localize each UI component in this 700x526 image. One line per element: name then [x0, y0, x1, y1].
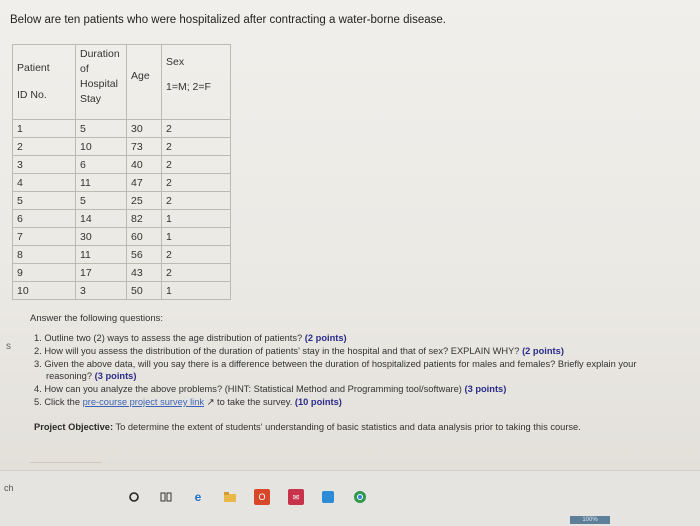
side-text: s: [6, 341, 11, 352]
question-1: 1. Outline two (2) ways to assess the age distribution of patients? (2 points): [34, 333, 347, 343]
cell-patient-id: 5: [13, 192, 76, 210]
cell-duration: 3: [76, 282, 127, 300]
app-icon[interactable]: [320, 489, 336, 505]
task-view-icon[interactable]: [158, 489, 174, 505]
answer-heading: Answer the following questions:: [30, 313, 164, 324]
cell-age: 25: [127, 192, 162, 210]
survey-link[interactable]: pre-course project survey link: [82, 396, 205, 407]
external-link-icon: ↗: [206, 396, 215, 407]
cell-age: 30: [127, 120, 162, 138]
cell-duration: 5: [76, 192, 127, 210]
cell-duration: 6: [76, 156, 127, 174]
header-patient-id: Patient ID No.: [13, 45, 76, 120]
cell-duration: 11: [76, 246, 127, 264]
cell-patient-id: 1: [13, 120, 76, 138]
chrome-icon[interactable]: [352, 489, 368, 505]
cell-age: 73: [127, 138, 162, 156]
cell-patient-id: 3: [13, 156, 76, 174]
cell-age: 43: [127, 264, 162, 282]
table-row: [13, 282, 231, 300]
cell-sex: 2: [162, 156, 231, 174]
cell-sex: 1: [162, 228, 231, 246]
table-row: [13, 246, 231, 264]
cell-sex: 2: [162, 246, 231, 264]
cell-sex: 2: [162, 264, 231, 282]
questions-list: [34, 332, 636, 409]
cell-sex: 2: [162, 120, 231, 138]
cell-sex: 1: [162, 210, 231, 228]
table-row: [13, 228, 231, 246]
table-row: [13, 174, 231, 192]
table-row: [13, 156, 231, 174]
cell-duration: 10: [76, 138, 127, 156]
header-duration: Duration of Hospital Stay: [76, 45, 127, 120]
cell-patient-id: 7: [13, 228, 76, 246]
cell-sex: 2: [162, 138, 231, 156]
question-5: 5. Click the pre-course project survey link ↗ to take the survey. (10 points): [34, 396, 342, 407]
question-4: 4. How can you analyze the above problems? (HINT: Statistical Method and Programming tool/software) (3 points): [34, 384, 507, 395]
cell-patient-id: 8: [13, 246, 76, 264]
office-icon[interactable]: O: [254, 489, 270, 505]
search-icon[interactable]: [126, 489, 142, 505]
cell-duration: 11: [76, 174, 127, 192]
question-2: 2. How will you assess the distribution of the duration of patients' stay in the hospital and that of sex? EXPLAIN WHY? (2 points): [34, 345, 564, 356]
cell-patient-id: 2: [13, 138, 76, 156]
cell-age: 82: [127, 210, 162, 228]
table-row: [13, 138, 231, 156]
zoom-indicator: 100%: [570, 516, 610, 524]
cell-age: 40: [127, 156, 162, 174]
file-explorer-icon[interactable]: [222, 489, 238, 505]
cell-patient-id: 10: [13, 282, 76, 300]
cell-sex: 2: [162, 192, 231, 210]
table-header-row: [13, 45, 231, 120]
cell-age: 56: [127, 246, 162, 264]
cell-patient-id: 9: [13, 264, 76, 282]
table-row: [13, 192, 231, 210]
cell-duration: 14: [76, 210, 127, 228]
cell-duration: 17: [76, 264, 127, 282]
cell-age: 47: [127, 174, 162, 192]
question-3-continued: reasoning? (3 points): [46, 371, 137, 382]
header-sex: Sex 1=M; 2=F: [162, 45, 231, 120]
cell-duration: 30: [76, 228, 127, 246]
table-row: [13, 210, 231, 228]
patients-table: [12, 44, 231, 300]
cell-duration: 5: [76, 120, 127, 138]
cell-patient-id: 6: [13, 210, 76, 228]
cell-sex: 1: [162, 282, 231, 300]
project-objective: Project Objective: To determine the extent of students' understanding of basic statistics and data analysis prior to taking this course.: [34, 422, 581, 432]
cell-age: 60: [127, 228, 162, 246]
mail-icon[interactable]: ✉: [288, 489, 304, 505]
table-row: [13, 120, 231, 138]
edge-icon[interactable]: e: [194, 490, 202, 504]
cell-sex: 2: [162, 174, 231, 192]
header-age: Age: [127, 45, 162, 120]
taskbar-left-text: ch: [4, 483, 14, 493]
cell-patient-id: 4: [13, 174, 76, 192]
table-row: [13, 264, 231, 282]
intro-text: Below are ten patients who were hospitalized after contracting a water-borne disease.: [10, 14, 446, 26]
question-3: 3. Given the above data, will you say there is a difference between the duration of hospitalized patients for males and females? Briefly explain your: [34, 358, 637, 369]
cell-age: 50: [127, 282, 162, 300]
